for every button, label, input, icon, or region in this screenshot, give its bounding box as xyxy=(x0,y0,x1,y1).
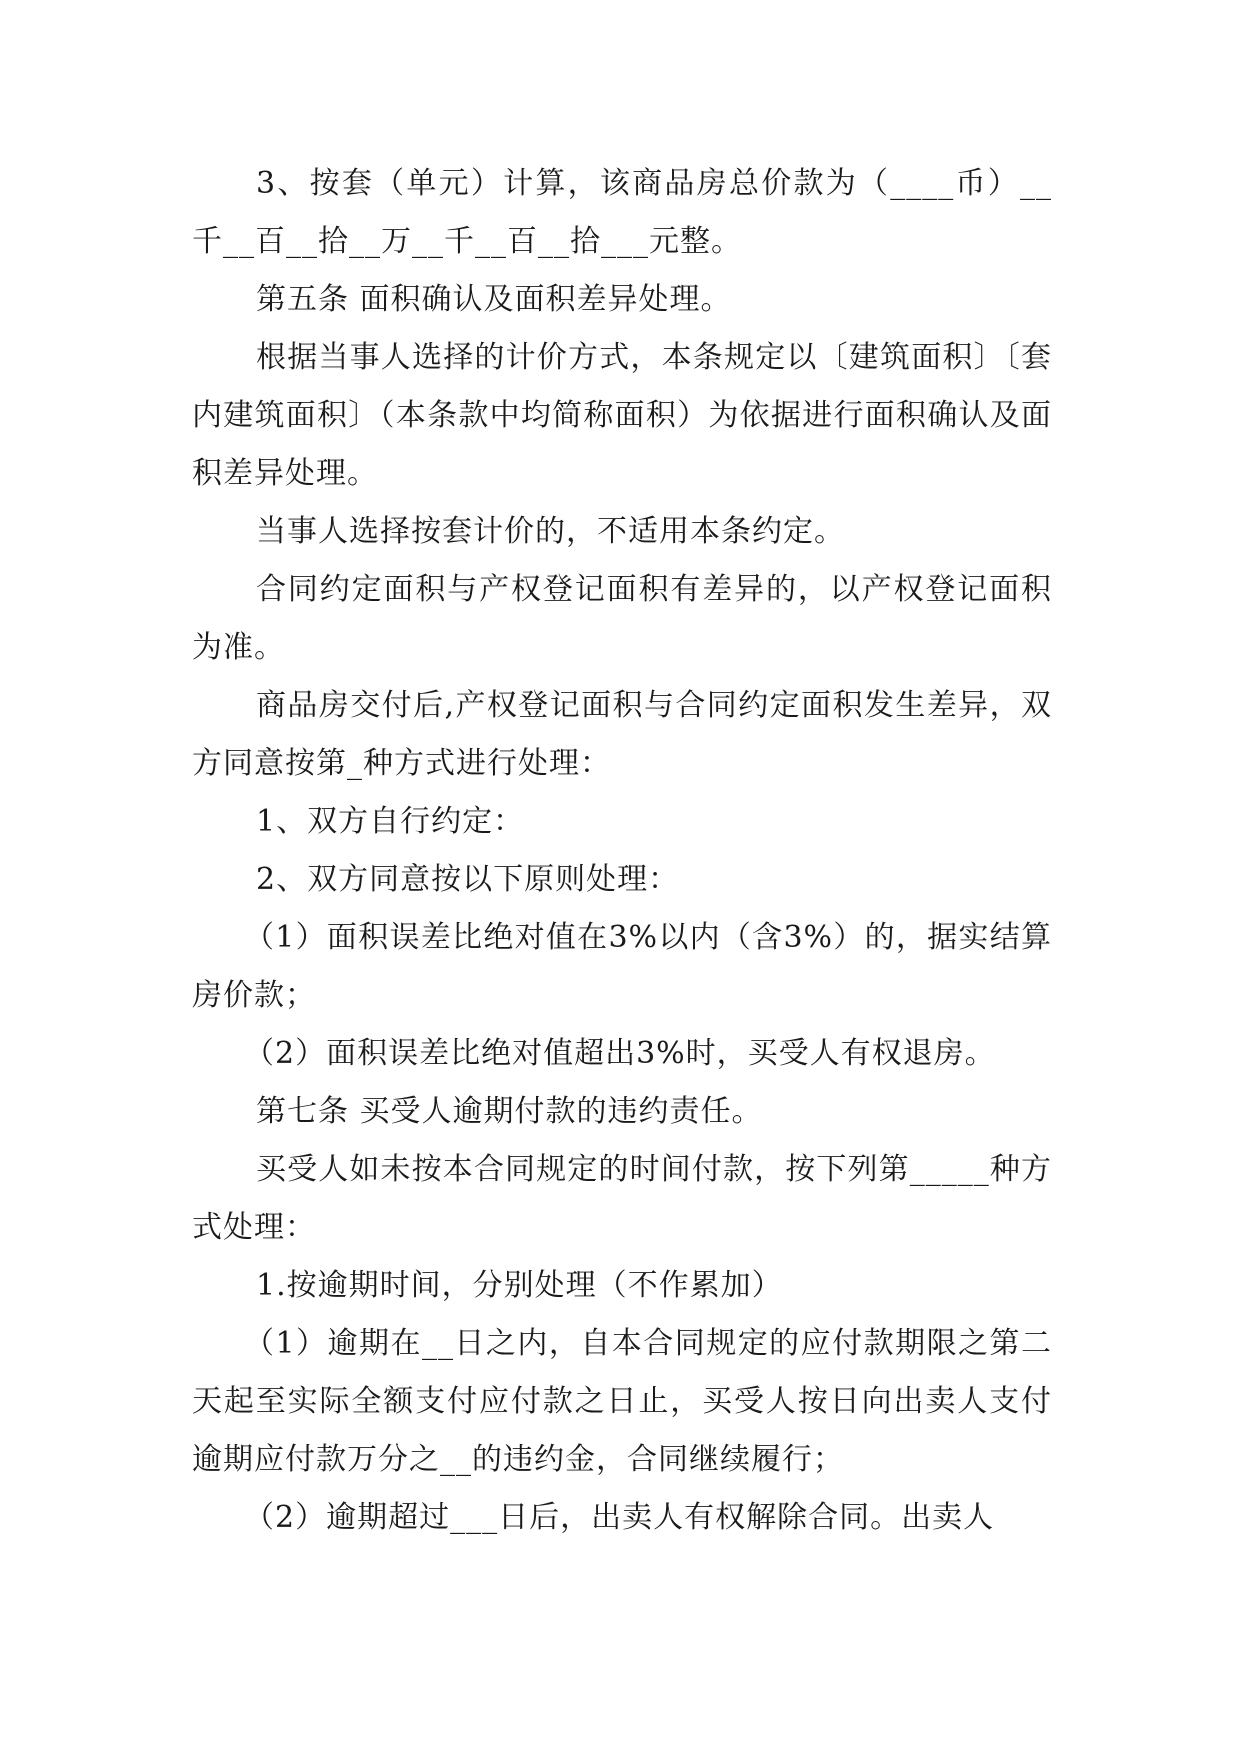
heading-article-5: 第五条 面积确认及面积差异处理。 xyxy=(256,282,732,317)
paragraph-total-price: 3、按套（单元）计算，该商品房总价款为（____币）__千__百__拾__万__千__百__拾___元整。 xyxy=(192,166,1052,259)
paragraph-rule-1: （1）面积误差比绝对值在3%以内（含3%）的，据实结算房价款； xyxy=(192,920,1052,1013)
paragraph-overdue-beyond: （2）逾期超过___日后，出卖人有权解除合同。出卖人 xyxy=(244,1500,995,1535)
paragraph-option-2: 2、双方同意按以下原则处理： xyxy=(256,862,680,897)
heading-article-7: 第七条 买受人逾期付款的违约责任。 xyxy=(256,1094,763,1129)
paragraph-option-1: 1、双方自行约定： xyxy=(256,804,525,839)
paragraph-rule-2: （2）面积误差比绝对值超出3%时，买受人有权退房。 xyxy=(244,1036,996,1071)
paragraph-overdue-time: 1.按逾期时间，分别处理（不作累加） xyxy=(256,1268,783,1303)
paragraph-late-payment: 买受人如未按本合同规定的时间付款，按下列第_____种方式处理： xyxy=(192,1152,1052,1245)
document-page xyxy=(192,155,1052,1547)
paragraph-area-difference: 合同约定面积与产权登记面积有差异的，以产权登记面积为准。 xyxy=(192,572,1052,665)
paragraph-area-basis: 根据当事人选择的计价方式，本条规定以〔建筑面积〕〔套内建筑面积〕（本条款中均简称面积）为依据进行面积确认及面积差异处理。 xyxy=(192,340,1052,491)
paragraph-post-delivery: 商品房交付后,产权登记面积与合同约定面积发生差异，双方同意按第_种方式进行处理： xyxy=(192,688,1052,781)
paragraph-per-unit-exclusion: 当事人选择按套计价的，不适用本条约定。 xyxy=(256,514,845,549)
paragraph-overdue-within: （1）逾期在__日之内，自本合同规定的应付款期限之第二天起至实际全额支付应付款之日止，买受人按日向出卖人支付逾期应付款万分之__的违约金，合同继续履行； xyxy=(192,1326,1052,1477)
